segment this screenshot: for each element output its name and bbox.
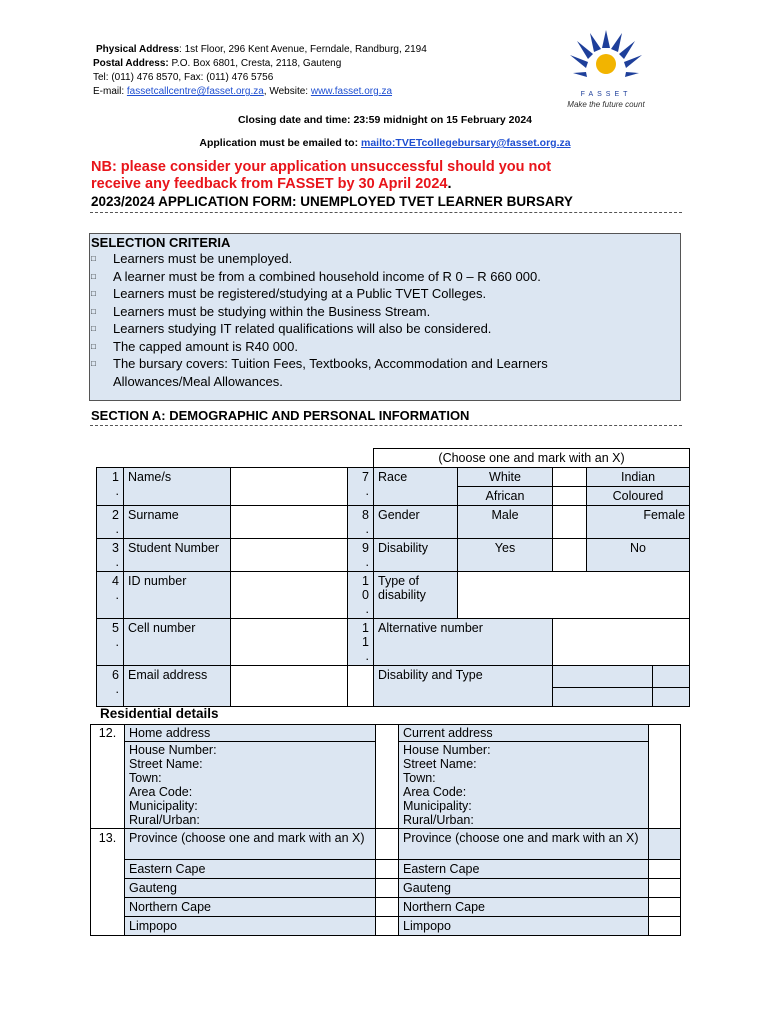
race-option-african: African [458, 487, 553, 506]
criteria-item [91, 250, 679, 268]
province-left-limpopo: Limpopo [125, 917, 376, 936]
physical-address-label: Physical Address [96, 44, 180, 55]
row-number-2: 2 . [97, 506, 124, 539]
province-left-gauteng-mark[interactable] [376, 879, 399, 898]
email-address-label: Email address [124, 666, 231, 707]
criteria-item [91, 320, 679, 338]
row-number-13: 13. [91, 829, 125, 936]
criteria-text: The bursary covers: Tuition Fees, Textbooks, Accommodation and Learners [113, 356, 548, 371]
email-application-prefix: Application must be emailed to: [199, 137, 361, 149]
residential-table [90, 724, 681, 936]
section-a-divider [90, 425, 682, 426]
province-left-limpopo-mark[interactable] [376, 917, 399, 936]
current-address-label: Current address [399, 725, 649, 742]
race-option-coloured: Coloured [587, 487, 690, 506]
criteria-item [91, 268, 679, 286]
province-right-eastern-cape-mark[interactable] [649, 860, 681, 879]
residential-details-title: Residential details [100, 706, 219, 721]
physical-address-value: : 1st Floor, 296 Kent Avenue, Ferndale, Randburg, 2194 [179, 44, 427, 55]
personal-info-table [96, 448, 690, 707]
race-option-indian: Indian [587, 468, 690, 487]
province-left-northern-cape-mark[interactable] [376, 898, 399, 917]
cell-divider [652, 666, 653, 687]
disability-option-no: No [587, 539, 690, 572]
title-divider [90, 212, 682, 213]
criteria-text: The capped amount is R40 000. [113, 338, 299, 354]
email-application-line [0, 137, 770, 149]
spacer-cell [376, 725, 399, 829]
row-number-10: 1 0 . [348, 572, 374, 619]
criteria-text: Learners studying IT related qualifications will also be considered. [113, 321, 492, 336]
disability-and-type-input-2[interactable] [553, 688, 690, 707]
row-number-3: 3 . [97, 539, 124, 572]
checkbox-bullet-icon: □ [91, 306, 96, 316]
criteria-item [91, 303, 679, 321]
checkbox-bullet-icon: □ [91, 254, 96, 263]
row-number-7: 7 . [348, 468, 374, 506]
race-label: Race [374, 468, 458, 506]
race-white-mark[interactable] [553, 468, 587, 487]
row-number-9: 9 . [348, 539, 374, 572]
disability-and-type-label: Disability and Type [374, 666, 553, 707]
province-right-eastern-cape: Eastern Cape [399, 860, 649, 879]
disability-option-yes: Yes [458, 539, 553, 572]
disability-and-type-input-1[interactable] [553, 666, 690, 688]
criteria-text: Learners must be registered/studying at a Public TVET Colleges. [113, 286, 487, 301]
criteria-text-continued: Allowances/Meal Allowances. [113, 373, 283, 389]
selection-criteria-heading: SELECTION CRITERIA [91, 235, 231, 250]
disability-label: Disability [374, 539, 458, 572]
current-address-fields[interactable]: House Number: Street Name: Town: Area Code: Municipality: Rural/Urban: [399, 742, 649, 829]
row-number-1: 1 . [97, 468, 124, 506]
spacer-cell [376, 829, 399, 860]
postal-address-value: P.O. Box 6801, Cresta, 2118, Gauteng [168, 58, 342, 69]
fasset-sunburst-icon [556, 26, 656, 84]
blank-number-cell [348, 666, 374, 707]
criteria-item [91, 285, 679, 303]
choose-one-note: (Choose one and mark with an X) [374, 449, 690, 468]
notice-line-2: receive any feedback from FASSET by 30 April 2024 [91, 176, 448, 192]
province-right-northern-cape: Northern Cape [399, 898, 649, 917]
province-left-northern-cape: Northern Cape [125, 898, 376, 917]
checkbox-bullet-icon: □ [91, 359, 96, 368]
name-input[interactable] [231, 468, 348, 506]
type-of-disability-label: Type of disability [374, 572, 458, 619]
email-prefix: E-mail: [93, 86, 127, 97]
fasset-logo [556, 26, 656, 109]
form-title: 2023/2024 APPLICATION FORM: UNEMPLOYED TVET LEARNER BURSARY [91, 194, 573, 209]
home-address-label: Home address [125, 725, 376, 742]
row-number-4: 4 . [97, 572, 124, 619]
disability-yes-mark[interactable] [553, 539, 587, 572]
email-link[interactable]: fassetcallcentre@fasset.org.za [126, 86, 264, 97]
criteria-item [91, 338, 679, 356]
cell-number-input[interactable] [231, 619, 348, 666]
student-number-input[interactable] [231, 539, 348, 572]
province-left-gauteng: Gauteng [125, 879, 376, 898]
gender-option-male: Male [458, 506, 553, 539]
blank-cell [97, 449, 374, 468]
row-number-5: 5 . [97, 619, 124, 666]
row-number-8: 8 . [348, 506, 374, 539]
telephone-line: Tel: (011) 476 8570, Fax: (011) 476 5756 [93, 72, 274, 83]
notice-line-1: NB: please consider your application unsuccessful should you not [91, 159, 552, 175]
surname-label: Surname [124, 506, 231, 539]
checkbox-bullet-icon: □ [91, 289, 96, 298]
province-right-gauteng-mark[interactable] [649, 879, 681, 898]
id-number-input[interactable] [231, 572, 348, 619]
address-block [93, 43, 473, 99]
selection-criteria-box [89, 233, 681, 401]
race-option-white: White [458, 468, 553, 487]
website-link[interactable]: www.fasset.org.za [310, 86, 393, 97]
type-of-disability-input[interactable] [458, 572, 690, 619]
section-a-title: SECTION A: DEMOGRAPHIC AND PERSONAL INFORMATION [91, 408, 470, 423]
student-number-label: Student Number [124, 539, 231, 572]
name-label: Name/s [124, 468, 231, 506]
criteria-text: Learners must be unemployed. [113, 251, 293, 266]
checkbox-bullet-icon: □ [91, 341, 96, 351]
checkbox-bullet-icon: □ [91, 324, 96, 333]
row-number-11: 1 1 . [348, 619, 374, 666]
checkbox-bullet-icon: □ [91, 271, 96, 281]
logo-wordmark: FASSET [580, 91, 632, 98]
province-right-label: Province (choose one and mark with an X) [399, 829, 649, 860]
cell-divider [652, 688, 653, 706]
website-prefix: , Website: [263, 86, 311, 97]
row-number-12: 12. [91, 725, 125, 829]
logo-tagline: Make the future count [567, 100, 645, 109]
notice-period: . [447, 176, 452, 192]
gender-label: Gender [374, 506, 458, 539]
criteria-item [91, 355, 679, 373]
closing-date: Closing date and time: 23:59 midnight on 15 February 2024 [237, 114, 533, 126]
province-left-label: Province (choose one and mark with an X) [125, 829, 376, 860]
alternative-number-label: Alternative number [374, 619, 553, 666]
criteria-text: A learner must be from a combined household income of R 0 – R 660 000. [113, 268, 541, 284]
gender-option-female: Female [587, 506, 690, 539]
spacer-cell [649, 725, 681, 829]
race-african-mark[interactable] [553, 487, 587, 506]
province-right-limpopo-mark[interactable] [649, 917, 681, 936]
id-number-label: ID number [124, 572, 231, 619]
province-left-eastern-cape-mark[interactable] [376, 860, 399, 879]
postal-address-label: Postal Address: [93, 58, 169, 69]
row-number-6: 6 . [97, 666, 124, 707]
province-left-eastern-cape: Eastern Cape [125, 860, 376, 879]
province-right-northern-cape-mark[interactable] [649, 898, 681, 917]
home-address-fields[interactable]: House Number: Street Name: Town: Area Code: Municipality: Rural/Urban: [125, 742, 376, 829]
province-right-limpopo: Limpopo [399, 917, 649, 936]
bursary-email-link[interactable]: mailto:TVETcollegebursary@fasset.org.za [361, 137, 571, 149]
surname-input[interactable] [231, 506, 348, 539]
province-right-gauteng: Gauteng [399, 879, 649, 898]
gender-male-mark[interactable] [553, 506, 587, 539]
spacer-cell [649, 829, 681, 860]
criteria-text: Learners must be studying within the Business Stream. [113, 303, 431, 319]
email-address-input[interactable] [231, 666, 348, 707]
alternative-number-input[interactable] [553, 619, 690, 666]
cell-number-label: Cell number [124, 619, 231, 666]
unsuccessful-notice [91, 159, 691, 193]
